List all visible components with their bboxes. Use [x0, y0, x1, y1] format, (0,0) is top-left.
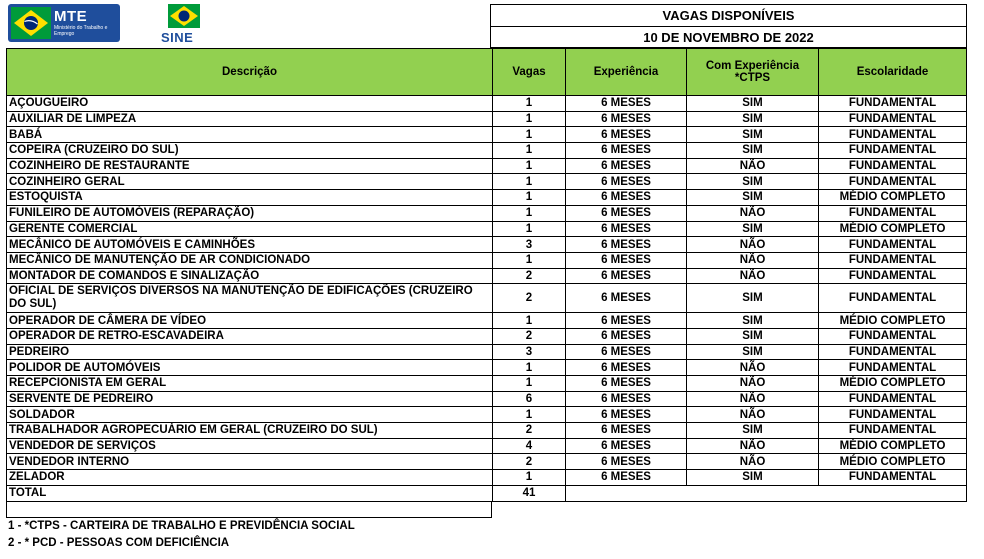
- cell-experiencia: 6 MESES: [566, 360, 687, 376]
- cell-vagas: 1: [493, 376, 566, 392]
- cell-desc: AUXILIAR DE LIMPEZA: [7, 111, 493, 127]
- table-row: [7, 391, 967, 407]
- col-experiencia: Experiência: [566, 49, 687, 96]
- cell-experiencia: 6 MESES: [566, 423, 687, 439]
- cell-desc: RECEPCIONISTA EM GERAL: [7, 376, 493, 392]
- table-row: [7, 407, 967, 423]
- footnote-ctps: 1 - *CTPS - CARTEIRA DE TRABALHO E PREVIDÊNCIA SOCIAL: [8, 520, 355, 532]
- table-row: [7, 470, 967, 486]
- col-escolaridade: Escolaridade: [819, 49, 967, 96]
- cell-experiencia: 6 MESES: [566, 438, 687, 454]
- footnote-pcd: 2 - * PCD - PESSOAS COM DEFICIÊNCIA: [8, 537, 230, 549]
- cell-experiencia: 6 MESES: [566, 174, 687, 190]
- cell-vagas: 1: [493, 174, 566, 190]
- cell-experiencia: 6 MESES: [566, 111, 687, 127]
- cell-vagas: 1: [493, 96, 566, 112]
- cell-ctps: SIM: [687, 111, 819, 127]
- cell-escolaridade: FUNDAMENTAL: [819, 344, 967, 360]
- cell-ctps: SIM: [687, 470, 819, 486]
- cell-escolaridade: FUNDAMENTAL: [819, 284, 967, 313]
- cell-ctps: SIM: [687, 313, 819, 329]
- cell-experiencia: 6 MESES: [566, 252, 687, 268]
- cell-vagas: 2: [493, 454, 566, 470]
- cell-ctps: NÃO: [687, 205, 819, 221]
- page-title: VAGAS DISPONÍVEIS: [491, 5, 966, 27]
- cell-ctps: NÃO: [687, 360, 819, 376]
- cell-experiencia: 6 MESES: [566, 470, 687, 486]
- cell-vagas: 2: [493, 328, 566, 344]
- cell-desc: COZINHEIRO DE RESTAURANTE: [7, 158, 493, 174]
- table-row: [7, 221, 967, 237]
- cell-experiencia: 6 MESES: [566, 268, 687, 284]
- total-row: [7, 485, 967, 501]
- cell-experiencia: 6 MESES: [566, 284, 687, 313]
- total-value: 41: [493, 485, 566, 501]
- cell-experiencia: 6 MESES: [566, 391, 687, 407]
- cell-ctps: NÃO: [687, 252, 819, 268]
- cell-vagas: 1: [493, 190, 566, 206]
- cell-ctps: NÃO: [687, 158, 819, 174]
- cell-escolaridade: FUNDAMENTAL: [819, 252, 967, 268]
- mte-logo: [8, 4, 120, 42]
- cell-vagas: 2: [493, 268, 566, 284]
- cell-experiencia: 6 MESES: [566, 205, 687, 221]
- cell-desc: MECÂNICO DE MANUTENÇÃO DE AR CONDICIONADO: [7, 252, 493, 268]
- cell-ctps: NÃO: [687, 454, 819, 470]
- cell-escolaridade: FUNDAMENTAL: [819, 205, 967, 221]
- cell-desc: BABÁ: [7, 127, 493, 143]
- cell-escolaridade: MÉDIO COMPLETO: [819, 454, 967, 470]
- cell-experiencia: 6 MESES: [566, 376, 687, 392]
- cell-vagas: 1: [493, 252, 566, 268]
- cell-escolaridade: MÉDIO COMPLETO: [819, 376, 967, 392]
- cell-escolaridade: FUNDAMENTAL: [819, 237, 967, 253]
- cell-escolaridade: FUNDAMENTAL: [819, 470, 967, 486]
- table-row: [7, 143, 967, 159]
- table-row: [7, 111, 967, 127]
- table-row: [7, 376, 967, 392]
- cell-ctps: SIM: [687, 127, 819, 143]
- cell-escolaridade: MÉDIO COMPLETO: [819, 438, 967, 454]
- cell-experiencia: 6 MESES: [566, 221, 687, 237]
- table-row: [7, 423, 967, 439]
- cell-escolaridade: FUNDAMENTAL: [819, 127, 967, 143]
- cell-desc: OPERADOR DE RETRO-ESCAVADEIRA: [7, 328, 493, 344]
- cell-desc: MECÂNICO DE AUTOMÓVEIS E CAMINHÕES: [7, 237, 493, 253]
- cell-experiencia: 6 MESES: [566, 158, 687, 174]
- table-row: [7, 438, 967, 454]
- cell-desc: SOLDADOR: [7, 407, 493, 423]
- cell-ctps: SIM: [687, 328, 819, 344]
- cell-escolaridade: MÉDIO COMPLETO: [819, 313, 967, 329]
- table-row: [7, 127, 967, 143]
- cell-vagas: 6: [493, 391, 566, 407]
- cell-vagas: 1: [493, 360, 566, 376]
- cell-ctps: SIM: [687, 174, 819, 190]
- cell-escolaridade: FUNDAMENTAL: [819, 96, 967, 112]
- cell-vagas: 1: [493, 221, 566, 237]
- cell-desc: SERVENTE DE PEDREIRO: [7, 391, 493, 407]
- cell-ctps: NÃO: [687, 268, 819, 284]
- sine-logo-text: SINE: [161, 30, 194, 45]
- cell-ctps: NÃO: [687, 407, 819, 423]
- cell-escolaridade: FUNDAMENTAL: [819, 328, 967, 344]
- cell-ctps: NÃO: [687, 438, 819, 454]
- total-label: TOTAL: [7, 485, 493, 501]
- cell-vagas: 1: [493, 407, 566, 423]
- cell-desc: POLIDOR DE AUTOMÓVEIS: [7, 360, 493, 376]
- footnotes: [8, 518, 355, 552]
- cell-escolaridade: FUNDAMENTAL: [819, 111, 967, 127]
- table-row: [7, 344, 967, 360]
- title-box: [490, 4, 967, 48]
- cell-vagas: 1: [493, 111, 566, 127]
- cell-desc: VENDEDOR DE SERVIÇOS: [7, 438, 493, 454]
- total-empty-cell: [566, 485, 967, 501]
- cell-escolaridade: FUNDAMENTAL: [819, 174, 967, 190]
- cell-desc: ZELADOR: [7, 470, 493, 486]
- cell-experiencia: 6 MESES: [566, 407, 687, 423]
- col-com-experiencia: Com Experiência *CTPS: [687, 49, 819, 96]
- table-row: [7, 252, 967, 268]
- table-row: [7, 96, 967, 112]
- cell-escolaridade: FUNDAMENTAL: [819, 158, 967, 174]
- cell-escolaridade: FUNDAMENTAL: [819, 391, 967, 407]
- cell-experiencia: 6 MESES: [566, 454, 687, 470]
- cell-experiencia: 6 MESES: [566, 127, 687, 143]
- cell-desc: MONTADOR DE COMANDOS E SINALIZAÇÃO: [7, 268, 493, 284]
- table-body: [7, 96, 967, 502]
- table-row: [7, 158, 967, 174]
- table-row: [7, 205, 967, 221]
- table-row: [7, 268, 967, 284]
- cell-ctps: NÃO: [687, 237, 819, 253]
- cell-ctps: SIM: [687, 423, 819, 439]
- table-row: [7, 328, 967, 344]
- cell-desc: GERENTE COMERCIAL: [7, 221, 493, 237]
- mte-logo-subtitle: Ministério do Trabalho e Emprego: [54, 25, 108, 37]
- cell-experiencia: 6 MESES: [566, 237, 687, 253]
- col-vagas: Vagas: [493, 49, 566, 96]
- cell-experiencia: 6 MESES: [566, 328, 687, 344]
- cell-escolaridade: FUNDAMENTAL: [819, 268, 967, 284]
- cell-vagas: 1: [493, 158, 566, 174]
- cell-escolaridade: FUNDAMENTAL: [819, 360, 967, 376]
- table-footer-box: [6, 501, 492, 518]
- cell-desc: COPEIRA (CRUZEIRO DO SUL): [7, 143, 493, 159]
- cell-vagas: 4: [493, 438, 566, 454]
- cell-ctps: SIM: [687, 344, 819, 360]
- cell-desc: TRABALHADOR AGROPECUÁRIO EM GERAL (CRUZEIRO DO SUL): [7, 423, 493, 439]
- col-descricao: Descrição: [7, 49, 493, 96]
- cell-escolaridade: MÉDIO COMPLETO: [819, 221, 967, 237]
- cell-vagas: 2: [493, 284, 566, 313]
- cell-escolaridade: FUNDAMENTAL: [819, 423, 967, 439]
- cell-experiencia: 6 MESES: [566, 313, 687, 329]
- cell-escolaridade: FUNDAMENTAL: [819, 143, 967, 159]
- date-line: 10 DE NOVEMBRO DE 2022: [643, 30, 814, 45]
- cell-ctps: SIM: [687, 284, 819, 313]
- cell-vagas: 3: [493, 237, 566, 253]
- table-row: [7, 313, 967, 329]
- cell-vagas: 1: [493, 313, 566, 329]
- cell-ctps: SIM: [687, 221, 819, 237]
- cell-experiencia: 6 MESES: [566, 344, 687, 360]
- cell-vagas: 1: [493, 470, 566, 486]
- cell-experiencia: 6 MESES: [566, 96, 687, 112]
- table-row: [7, 237, 967, 253]
- cell-vagas: 1: [493, 205, 566, 221]
- cell-ctps: SIM: [687, 143, 819, 159]
- table-header-row: [7, 49, 967, 96]
- cell-desc: PEDREIRO: [7, 344, 493, 360]
- mte-logo-text: MTE: [54, 8, 88, 25]
- table-row: [7, 454, 967, 470]
- cell-desc: COZINHEIRO GERAL: [7, 174, 493, 190]
- cell-experiencia: 6 MESES: [566, 143, 687, 159]
- cell-vagas: 3: [493, 344, 566, 360]
- brazil-flag-icon: [11, 7, 51, 39]
- cell-desc: ESTOQUISTA: [7, 190, 493, 206]
- cell-ctps: NÃO: [687, 376, 819, 392]
- cell-vagas: 2: [493, 423, 566, 439]
- table-row: [7, 190, 967, 206]
- table-row: [7, 360, 967, 376]
- cell-vagas: 1: [493, 143, 566, 159]
- cell-escolaridade: FUNDAMENTAL: [819, 407, 967, 423]
- table-row: [7, 174, 967, 190]
- cell-ctps: NÃO: [687, 391, 819, 407]
- cell-ctps: SIM: [687, 96, 819, 112]
- cell-ctps: SIM: [687, 190, 819, 206]
- cell-vagas: 1: [493, 127, 566, 143]
- cell-desc: OPERADOR DE CÂMERA DE VÍDEO: [7, 313, 493, 329]
- cell-desc: FUNILEIRO DE AUTOMÓVEIS (REPARAÇÃO): [7, 205, 493, 221]
- table-row: [7, 284, 967, 313]
- cell-escolaridade: MÉDIO COMPLETO: [819, 190, 967, 206]
- cell-desc: VENDEDOR INTERNO: [7, 454, 493, 470]
- cell-desc: AÇOUGUEIRO: [7, 96, 493, 112]
- cell-desc: OFICIAL DE SERVIÇOS DIVERSOS NA MANUTENÇÃO DE EDIFICAÇÕES (CRUZEIRO DO SUL): [7, 284, 493, 313]
- jobs-table: [6, 48, 967, 502]
- cell-experiencia: 6 MESES: [566, 190, 687, 206]
